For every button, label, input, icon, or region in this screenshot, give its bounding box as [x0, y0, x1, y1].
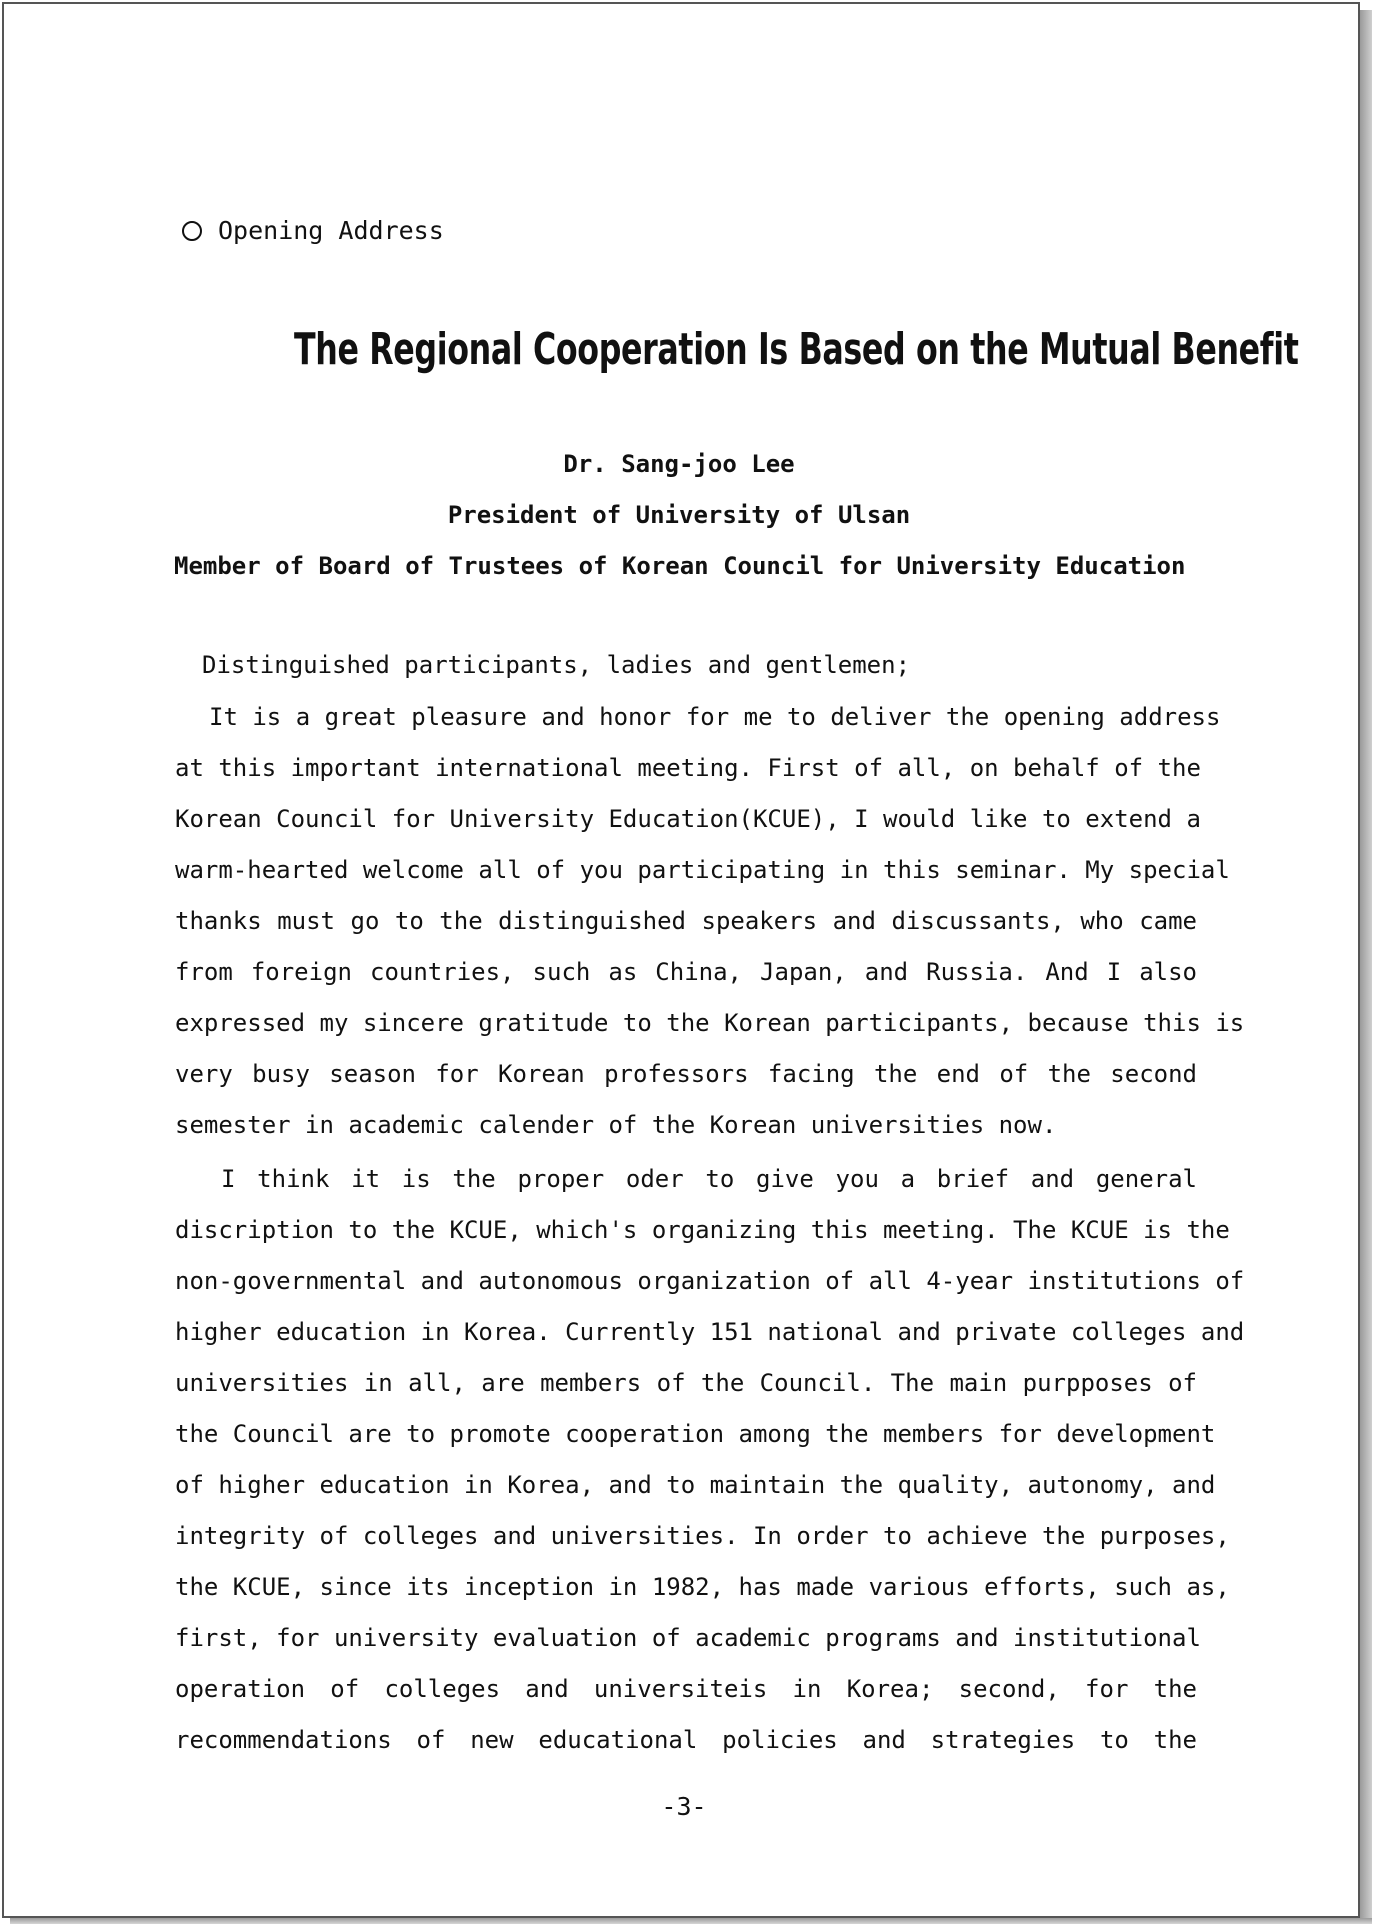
document-page	[2, 2, 1360, 1918]
page-shadow-bottom	[10, 1918, 1372, 1924]
text-line: Korean Council for University Education(KCUE), I would like to extend a	[175, 805, 1201, 833]
text-line: semester in academic calender of the Korean universities now.	[175, 1111, 1057, 1139]
text-line: the KCUE, since its inception in 1982, has made various efforts, such as,	[175, 1573, 1230, 1601]
text-line: recommendations of new educational policies and strategies to the	[175, 1726, 1197, 1754]
text-line: non-governmental and autonomous organization of all 4-year institutions of	[175, 1267, 1245, 1295]
author-affiliation: Member of Board of Trustees of Korean Council for University Education	[174, 552, 1186, 580]
text-line: discription to the KCUE, which's organizing this meeting. The KCUE is the	[175, 1216, 1230, 1244]
text-line: of higher education in Korea, and to maintain the quality, autonomy, and	[175, 1471, 1216, 1499]
salutation: Distinguished participants, ladies and gentlemen;	[202, 651, 911, 679]
text-line: integrity of colleges and universities. In order to achieve the purposes,	[175, 1522, 1230, 1550]
text-line: first, for university evaluation of academic programs and institutional	[175, 1624, 1201, 1652]
author-name: Dr. Sang-joo Lee	[563, 450, 795, 478]
text-line: universities in all, are members of the Council. The main purpposes of	[175, 1369, 1197, 1397]
page-shadow-right	[1360, 10, 1372, 1922]
text-line: expressed my sincere gratitude to the Korean participants, because this is	[175, 1009, 1245, 1037]
text-line: thanks must go to the distinguished speakers and discussants, who came	[175, 907, 1197, 935]
page-number: -3-	[661, 1792, 707, 1821]
text-line: at this important international meeting. First of all, on behalf of the	[175, 754, 1201, 782]
author-position: President of University of Ulsan	[447, 501, 911, 529]
text-line: from foreign countries, such as China, Japan, and Russia. And I also	[175, 958, 1197, 986]
text-line: higher education in Korea. Currently 151 national and private colleges and	[175, 1318, 1245, 1346]
text-line: I think it is the proper oder to give you a brief and general	[221, 1165, 1197, 1193]
document-title: The Regional Cooperation Is Based on the Mutual Benefit	[294, 324, 1299, 375]
section-label-text: Opening Address	[218, 216, 444, 245]
section-label	[182, 216, 444, 246]
text-line: It is a great pleasure and honor for me to deliver the opening address	[209, 703, 1221, 731]
author-block	[174, 446, 1184, 599]
text-line: operation of colleges and universiteis in Korea; second, for the	[175, 1675, 1197, 1703]
text-line: the Council are to promote cooperation among the members for development	[175, 1420, 1216, 1448]
text-line: very busy season for Korean professors facing the end of the second	[175, 1060, 1197, 1088]
text-line: warm-hearted welcome all of you participating in this seminar. My special	[175, 856, 1230, 884]
circle-bullet-icon	[182, 221, 202, 241]
